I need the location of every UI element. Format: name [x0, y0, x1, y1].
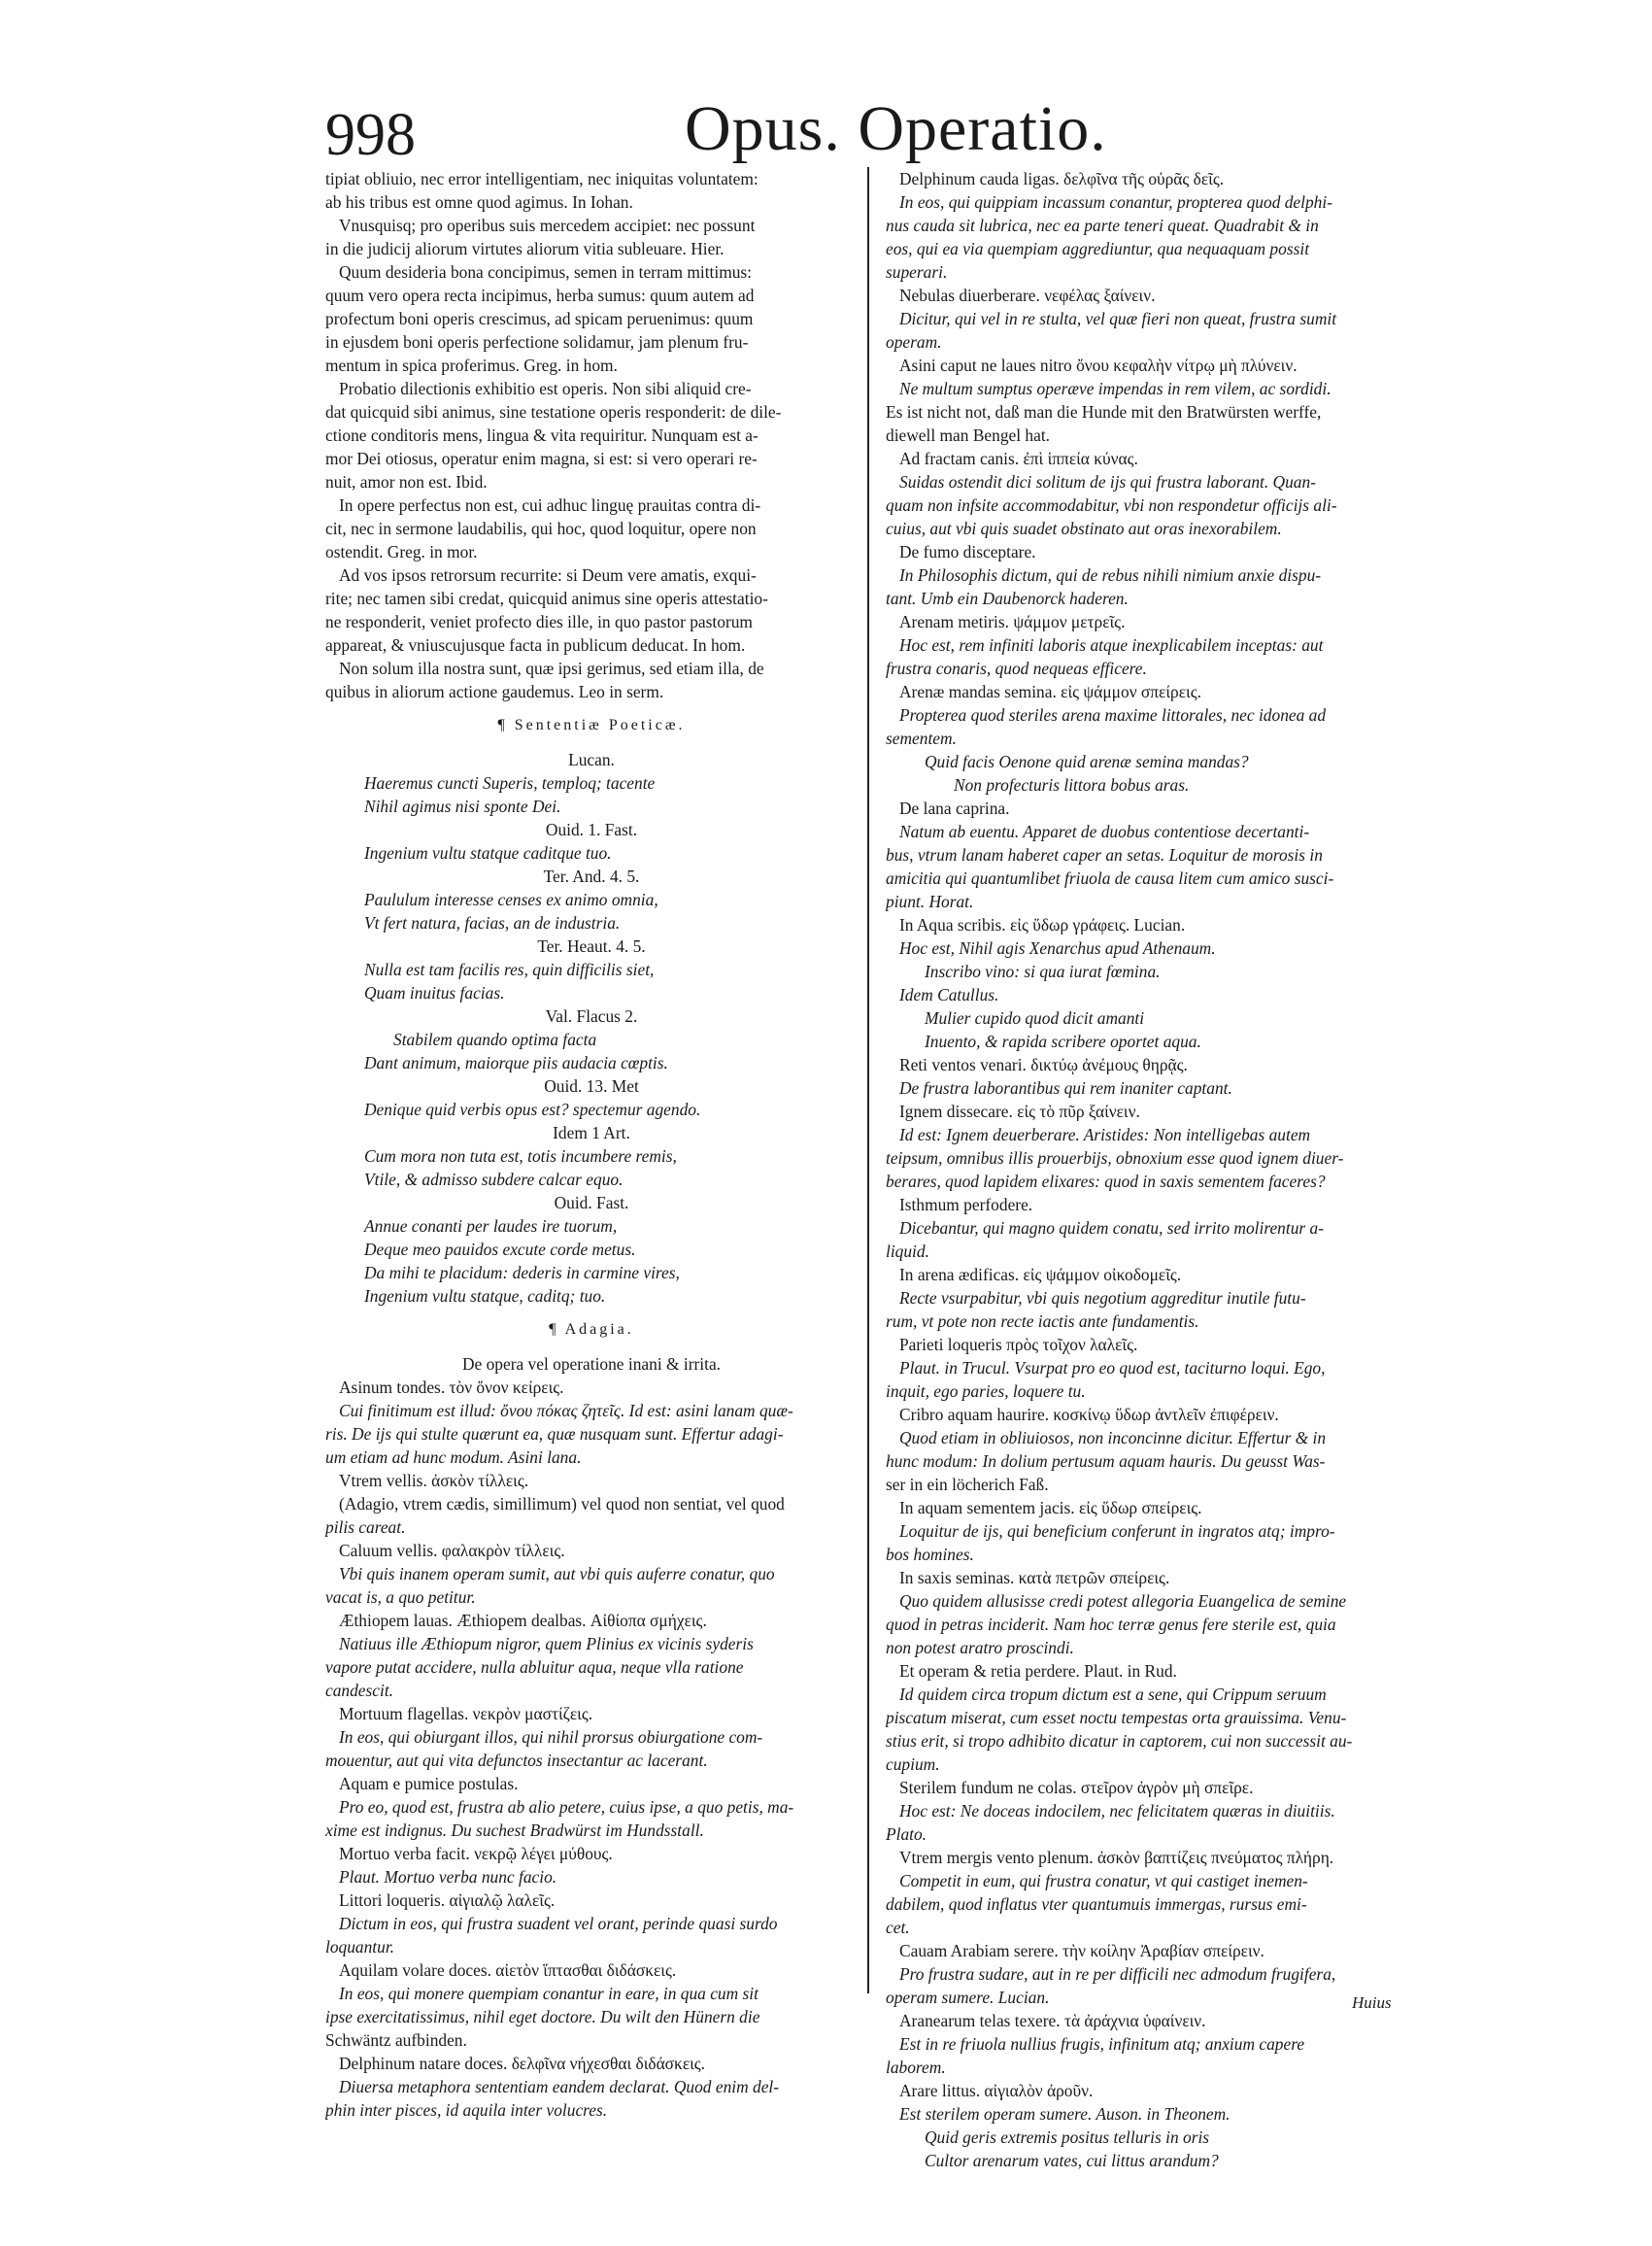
text-line: Mortuo verba facit. νεκρῷ λέγει μύθους.: [339, 1844, 613, 1863]
text-line: Inscribo vino: si qua iurat fœmina.: [925, 962, 1161, 981]
text-line: Cultor arenarum vates, cui littus arandum?: [925, 2151, 1219, 2170]
text-line: diewell man Bengel hat.: [886, 425, 1051, 445]
text-line: Hoc est, Nihil agis Xenarchus apud Athenaum.: [899, 938, 1216, 958]
text-line: Est sterilem operam sumere. Auson. in Theonem.: [899, 2104, 1231, 2124]
text-line: cuius, aut vbi quis suadet obstinato aut oras inexorabilem.: [886, 519, 1282, 538]
text-line: Nulla est tam facilis res, quin difficilis siet,: [364, 960, 655, 979]
text-line: Idem Catullus.: [899, 985, 999, 1004]
text-line: Ouid. 1. Fast.: [545, 820, 638, 839]
text-line: Pro frustra sudare, aut in re per difficili nec admodum frugifera,: [899, 1964, 1336, 1984]
text-line: bos homines.: [886, 1545, 974, 1564]
text-line: Plato.: [886, 1824, 927, 1844]
text-line: Est in re friuola nullius frugis, infinitum atq; anxium capere: [899, 2034, 1305, 2054]
text-line: Vtile, & admisso subdere calcar equo.: [364, 1170, 624, 1189]
text-line: Ne multum sumptus operæve impendas in rem vilem, ac sordidi.: [899, 379, 1332, 398]
text-line: loquantur.: [325, 1937, 395, 1957]
text-line: Arenam metiris. ψάμμον μετρεῖς.: [899, 612, 1126, 631]
text-line: Nihil agimus nisi sponte Dei.: [364, 797, 561, 816]
right-column: [886, 167, 1418, 2172]
text-line: rum, vt pote non recte iactis ante fundamentis.: [886, 1311, 1199, 1331]
text-line: Arenæ mandas semina. εἰς ψάμμον σπείρεις.: [899, 682, 1201, 701]
text-line: Ouid. Fast.: [554, 1193, 629, 1212]
section-heading: ¶ Adagia.: [549, 1321, 634, 1338]
text-line: Cum mora non tuta est, totis incumbere remis,: [364, 1146, 677, 1166]
text-line: Mulier cupido quod dicit amanti: [925, 1008, 1145, 1028]
text-line: cet.: [886, 1918, 910, 1937]
text-line: Stabilem quando optima facta: [393, 1030, 597, 1049]
text-line: Quam inuitus facias.: [364, 983, 505, 1003]
text-line: Loquitur de ijs, qui beneficium conferunt in ingratos atq; impro-: [899, 1521, 1335, 1541]
text-line: frustra conaris, quod nequeas efficere.: [886, 659, 1147, 678]
text-line: profectum boni operis crescimus, ad spicam peruenimus: quum: [325, 309, 754, 328]
text-line: candescit.: [325, 1681, 394, 1700]
text-line: non potest aratro proscindi.: [886, 1638, 1074, 1657]
text-line: Quid facis Oenone quid arenæ semina mandas?: [925, 752, 1249, 771]
text-line: mouentur, aut qui vita defunctos insectantur ac lacerant.: [325, 1751, 708, 1770]
text-line: pilis careat.: [325, 1517, 406, 1537]
text-line: dat quicquid sibi animus, sine testatione operis responderit: de dile-: [325, 402, 782, 422]
text-line: teipsum, omnibus illis prouerbijs, obnoxium esse quod ignem diuer-: [886, 1148, 1344, 1168]
text-line: Deque meo pauidos excute corde metus.: [364, 1240, 636, 1259]
text-line: Vbi quis inanem operam sumit, aut vbi quis auferre conatur, quo: [339, 1564, 775, 1583]
text-line: Natum ab euentu. Apparet de duobus contentiose decertanti-: [899, 822, 1310, 841]
text-line: Non solum illa nostra sunt, quæ ipsi gerimus, sed etiam illa, de: [339, 659, 764, 678]
text-line: tipiat obliuio, nec error intelligentiam, nec iniquitas voluntatem:: [325, 169, 759, 188]
text-line: Dicitur, qui vel in re stulta, vel quæ fieri non queat, frustra sumit: [899, 309, 1337, 328]
text-line: De fumo disceptare.: [899, 542, 1036, 562]
text-line: In eos, qui quippiam incassum conantur, propterea quod delphi-: [899, 192, 1332, 212]
text-line: quam non infsite accommodabitur, vbi non respondetur officijs ali-: [886, 495, 1337, 515]
text-line: Littori loqueris. αἰγιαλῷ λαλεῖς.: [339, 1890, 556, 1910]
text-line: phin inter pisces, id aquila inter volucres.: [325, 2100, 608, 2120]
text-line: superari.: [886, 262, 948, 282]
text-line: quum vero opera recta incipimus, herba sumus: quum autem ad: [325, 286, 755, 305]
section-heading: ¶ Sententiæ Poeticæ.: [497, 717, 686, 733]
text-line: Asinum tondes. τὸν ὄνον κείρεις.: [339, 1378, 564, 1397]
text-line: Asini caput ne laues nitro ὄνου κεφαλὴν νίτρῳ μὴ πλύνειν.: [899, 356, 1298, 375]
catchword: Huius: [1352, 1993, 1392, 2012]
text-line: ipse exercitatissimus, nihil eget doctore. Du wilt den Hünern die: [325, 2007, 760, 2026]
text-line: (Adagio, vtrem cædis, simillimum) vel quod non sentiat, vel quod: [339, 1494, 785, 1514]
text-line: In Philosophis dictum, qui de rebus nihili nimium anxie dispu-: [899, 565, 1322, 585]
text-line: Cribro aquam haurire. κοσκίνῳ ὕδωρ ἀντλεῖν ἐπιφέρειν.: [899, 1405, 1279, 1424]
text-line: Isthmum perfodere.: [899, 1195, 1033, 1214]
text-line: In aquam sementem jacis. εἰς ὕδωρ σπείρεις.: [899, 1498, 1202, 1517]
text-line: laborem.: [886, 2058, 946, 2077]
text-line: sementem.: [886, 729, 957, 748]
text-line: Vnusquisq; pro operibus suis mercedem accipiet: nec possunt: [339, 216, 756, 235]
text-line: Ter. And. 4. 5.: [543, 867, 640, 886]
text-line: Ingenium vultu statque caditque tuo.: [364, 843, 612, 863]
text-line: Ingenium vultu statque, caditq; tuo.: [364, 1286, 606, 1306]
text-line: eos, qui ea via quempiam aggrediuntur, qua nequaquam possit: [886, 239, 1310, 258]
text-line: Et operam & retia perdere. Plaut. in Rud.: [899, 1661, 1177, 1681]
text-line: Dant animum, maiorque piis audacia cœptis.: [364, 1053, 668, 1072]
running-title: Opus. Operatio.: [685, 93, 1107, 164]
text-line: Quid geris extremis positus telluris in oris: [925, 2127, 1210, 2147]
text-line: Æthiopem lauas. Æthiopem dealbas. Αἰθίοπα σμήχεις.: [339, 1611, 707, 1630]
text-line: cupium.: [886, 1754, 940, 1774]
text-line: In arena ædificas. εἰς ψάμμον οἰκοδομεῖς.: [899, 1265, 1182, 1284]
text-line: hunc modum: In dolium pertusum aquam hauris. Du geusst Was-: [886, 1451, 1326, 1471]
text-line: In saxis seminas. κατὰ πετρῶν σπείρεις.: [899, 1568, 1170, 1587]
text-line: Dicebantur, qui magno quidem conatu, sed irrito molirentur a-: [899, 1218, 1324, 1238]
text-line: Haeremus cuncti Superis, temploq; tacente: [364, 773, 656, 793]
text-line: Inuento, & rapida scribere oportet aqua.: [925, 1032, 1201, 1051]
left-column: [325, 167, 858, 2122]
text-line: ab his tribus est omne quod agimus. In Iohan.: [325, 192, 633, 212]
text-line: Pro eo, quod est, frustra ab alio petere, cuius ipse, a quo petis, ma-: [339, 1797, 794, 1817]
text-line: piscatum miserat, cum esset noctu tempestas orta grauissima. Venu-: [886, 1708, 1347, 1727]
text-line: Hoc est: Ne doceas indocilem, nec felicitatem quæras in diuitiis.: [899, 1801, 1335, 1821]
text-line: Dictum in eos, qui frustra suadent vel orant, perinde quasi surdo: [339, 1914, 778, 1933]
text-line: berares, quod lapidem elixares: quod in saxis sementem faceres?: [886, 1172, 1326, 1191]
text-line: Caluum vellis. φαλακρὸν τίλλεις.: [339, 1541, 565, 1560]
text-line: Delphinum cauda ligas. δελφῖνα τῆς οὐρᾶς δεῖς.: [899, 169, 1225, 188]
text-line: Val. Flacus 2.: [545, 1006, 638, 1026]
text-line: in ejusdem boni operis perfectione solidamur, jam plenum fru-: [325, 332, 749, 352]
text-line: liquid.: [886, 1242, 929, 1261]
text-line: Paululum interesse censes ex animo omnia,: [364, 890, 658, 909]
text-line: Vt fert natura, facias, an de industria.: [364, 913, 621, 933]
text-line: Suidas ostendit dici solitum de ijs qui frustra laborant. Quan-: [899, 472, 1316, 492]
text-line: rite; nec tamen sibi credat, quicquid animus sine operis attestatio-: [325, 589, 768, 608]
text-line: In eos, qui monere quempiam conantur in eare, in qua cum sit: [339, 1984, 759, 2003]
text-line: Annue conanti per laudes ire tuorum,: [364, 1216, 618, 1236]
text-line: In Aqua scribis. εἰς ὕδωρ γράφεις. Lucian.: [899, 915, 1186, 935]
text-line: Idem 1 Art.: [553, 1123, 630, 1142]
text-line: De lana caprina.: [899, 799, 1010, 818]
text-line: Arare littus. αἰγιαλὸν ἀροῦν.: [899, 2081, 1094, 2100]
text-line: Denique quid verbis opus est? spectemur agendo.: [364, 1100, 701, 1119]
text-line: Quum desideria bona concipimus, semen in terram mittimus:: [339, 262, 753, 282]
text-line: mentum in spica proferimus. Greg. in hom.: [325, 356, 618, 375]
text-line: Mortuum flagellas. νεκρὸν μαστίζεις.: [339, 1704, 593, 1723]
text-line: tant. Umb ein Daubenorck haderen.: [886, 589, 1129, 608]
text-line: Lucan.: [568, 750, 615, 769]
text-line: mor Dei otiosus, operatur enim magna, si est: si vero operari re-: [325, 449, 758, 468]
text-line: in die judicij aliorum virtutes aliorum vitia subleuare. Hier.: [325, 239, 725, 258]
text-line: Id quidem circa tropum dictum est a sene, qui Crippum seruum: [899, 1684, 1327, 1704]
text-line: Parieti loqueris πρὸς τοῖχον λαλεῖς.: [899, 1335, 1138, 1354]
text-line: Plaut. in Trucul. Vsurpat pro eo quod est, taciturno loqui. Ego,: [899, 1358, 1326, 1378]
text-line: operam sumere. Lucian.: [886, 1988, 1050, 2007]
text-line: dabilem, quod inflatus vter quantumuis immergas, rursus emi-: [886, 1894, 1307, 1914]
text-line: Recte vsurpabitur, vbi quis negotium aggreditur inutile futu-: [899, 1288, 1306, 1308]
text-line: Id est: Ignem deuerberare. Aristides: Non intelligebas autem: [899, 1125, 1311, 1144]
text-line: inquit, ego paries, loquere tu.: [886, 1381, 1086, 1401]
text-line: Cui finitimum est illud: ὄνου πόκας ζητεῖς. Id est: asini lanam quæ-: [339, 1401, 793, 1420]
text-line: Aranearum telas texere. τὰ ἀράχνια ὑφαίνειν.: [899, 2011, 1206, 2030]
text-line: Ad vos ipsos retrorsum recurrite: si Deum vere amatis, exqui-: [339, 565, 757, 585]
text-line: Ter. Heaut. 4. 5.: [537, 936, 646, 956]
text-line: Competit in eum, qui frustra conatur, vt qui castiget inemen-: [899, 1871, 1308, 1890]
text-line: Propterea quod steriles arena maxime littorales, nec idonea ad: [899, 705, 1327, 725]
text-line: Vtrem mergis vento plenum. ἀσκὸν βαπτίζεις πνεύματος πλήρη.: [899, 1848, 1334, 1867]
text-line: Ouid. 13. Met: [544, 1076, 639, 1096]
text-line: um etiam ad hunc modum. Asini lana.: [325, 1447, 582, 1467]
text-line: quod in petras inciderit. Nam hoc terræ genus fere sterile est, quia: [886, 1615, 1336, 1634]
text-line: xime est indignus. Du suchest Bradwürst im Hundsstall.: [325, 1821, 704, 1840]
text-line: Hoc est, rem infiniti laboris atque inexplicabilem inceptas: aut: [899, 635, 1324, 655]
text-line: De frustra laborantibus qui rem inaniter captant.: [899, 1078, 1232, 1098]
text-line: ne responderit, veniet profecto dies ille, in quo pastor pastorum: [325, 612, 753, 631]
text-line: stius erit, si tropo adhibito dicatur in captorem, cui non successit au-: [886, 1731, 1353, 1751]
text-line: Nebulas diuerberare. νεφέλας ξαίνειν.: [899, 286, 1156, 305]
text-line: ctione conditoris mens, lingua & vita requiritur. Nunquam est a-: [325, 425, 759, 445]
text-line: Quo quidem allusisse credi potest allegoria Euangelica de semine: [899, 1591, 1347, 1611]
text-line: bus, vtrum lanam haberet caper an setas. Loquitur de morosis in: [886, 845, 1323, 865]
text-line: Reti ventos venari. δικτύῳ ἀνέμους θηρᾷς.: [899, 1055, 1188, 1074]
text-line: In opere perfectus non est, cui adhuc linguę prauitas contra di-: [339, 495, 761, 515]
text-line: amicitia qui quantumlibet friuola de causa litem cum amico susci-: [886, 868, 1334, 888]
text-line: Cauam Arabiam serere. τὴν κοίλην Ἀραβίαν σπείρειν.: [899, 1941, 1264, 1960]
text-line: Schwäntz aufbinden.: [325, 2030, 467, 2050]
text-line: quibus in aliorum actione gaudemus. Leo in serm.: [325, 682, 664, 701]
text-line: piunt. Horat.: [886, 892, 974, 911]
text-line: Non profecturis littora bobus aras.: [954, 775, 1190, 795]
text-line: vapore putat accidere, nulla abluitur aqua, neque vlla ratione: [325, 1657, 744, 1677]
text-line: Da mihi te placidum: dederis in carmine vires,: [364, 1263, 680, 1282]
text-line: ris. De ijs qui stulte quærunt ea, quæ nusquam sunt. Effertur adagi-: [325, 1424, 784, 1444]
text-line: vacat is, a quo petitur.: [325, 1587, 476, 1607]
text-line: Quod etiam in obliuiosos, non inconcinne dicitur. Effertur & in: [899, 1428, 1327, 1447]
column-rule: [867, 167, 869, 1993]
text-line: In eos, qui obiurgant illos, qui nihil prorsus obiurgatione com-: [339, 1727, 763, 1747]
text-line: Delphinum natare doces. δελφῖνα νήχεσθαι διδάσκεις.: [339, 2054, 706, 2073]
text-line: nus cauda sit lubrica, nec ea parte teneri queat. Quadrabit & in: [886, 216, 1319, 235]
text-line: appareat, & vniuscujusque facta in publicum deducat. In hom.: [325, 635, 746, 655]
text-line: Es ist nicht not, daß man die Hunde mit den Bratwürsten werffe,: [886, 402, 1322, 422]
page-number: 998: [325, 102, 416, 168]
text-line: Ad fractam canis. ἐπὶ ἱππεία κύνας.: [899, 449, 1138, 468]
text-line: ostendit. Greg. in mor.: [325, 542, 478, 562]
text-line: Plaut. Mortuo verba nunc facio.: [339, 1867, 557, 1887]
text-line: Aquam e pumice postulas.: [339, 1774, 519, 1793]
text-line: ser in ein löcherich Faß.: [886, 1475, 1049, 1494]
text-line: Vtrem vellis. ἀσκὸν τίλλεις.: [339, 1471, 529, 1490]
text-line: Aquilam volare doces. αἰετὸν ἵπτασθαι διδάσκεις.: [339, 1960, 677, 1980]
text-line: Diuersa metaphora sententiam eandem declarat. Quod enim del-: [339, 2077, 780, 2096]
text-line: Sterilem fundum ne colas. στεῖρον ἀγρὸν μὴ σπεῖρε.: [899, 1778, 1254, 1797]
text-line: Natiuus ille Æthiopum nigror, quem Plinius ex vicinis syderis: [339, 1634, 754, 1653]
text-line: Ignem dissecare. εἰς τὸ πῦρ ξαίνειν.: [899, 1102, 1140, 1121]
text-line: Probatio dilectionis exhibitio est operis. Non sibi aliquid cre-: [339, 379, 752, 398]
text-line: nuit, amor non est. Ibid.: [325, 472, 488, 492]
text-line: De opera vel operatione inani & irrita.: [461, 1354, 722, 1374]
text-line: cit, nec in sermone laudabilis, qui hoc, quod loquitur, opere non: [325, 519, 757, 538]
text-line: operam.: [886, 332, 942, 352]
